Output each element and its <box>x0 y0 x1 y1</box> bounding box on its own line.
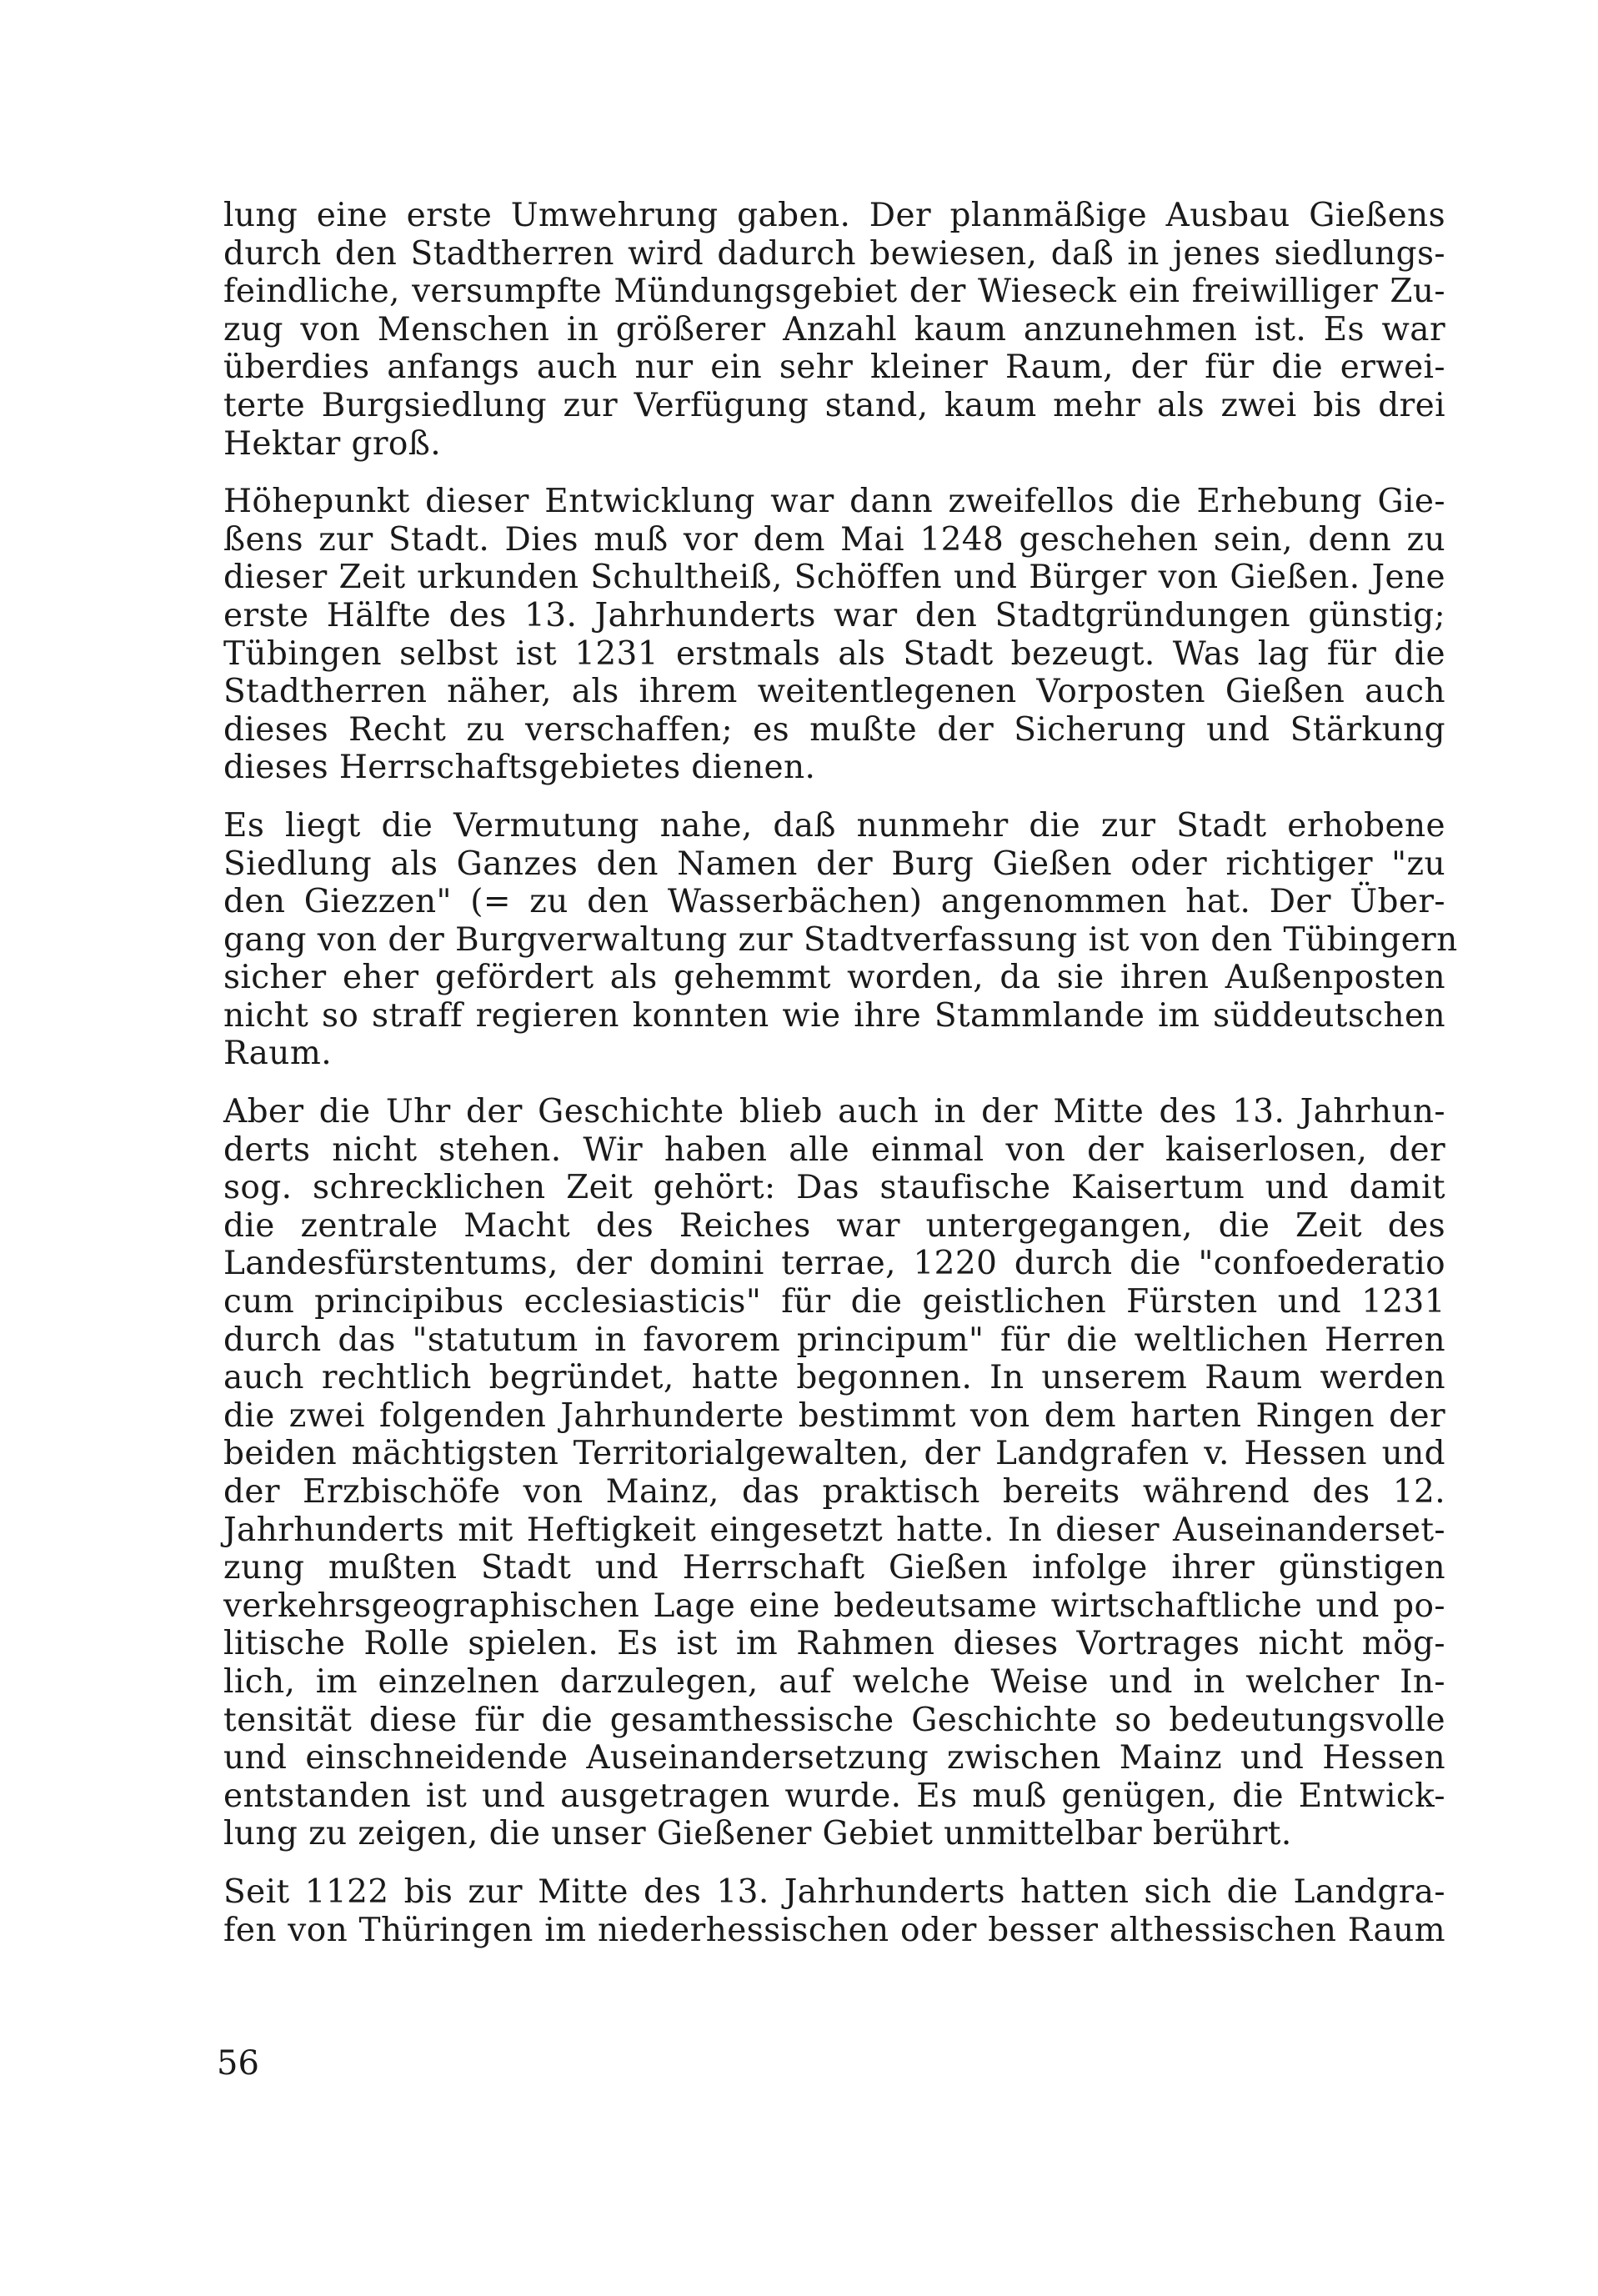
text-line: derts nicht stehen. Wir haben alle einmal von der kaiserlosen, der <box>223 1130 1445 1169</box>
text-line: Seit 1122 bis zur Mitte des 13. Jahrhunderts hatten sich die Landgra- <box>223 1872 1445 1911</box>
text-line: ßens zur Stadt. Dies muß vor dem Mai 1248 geschehen sein, denn zu <box>223 520 1445 559</box>
text-line: den Giezzen" (= zu den Wasserbächen) angenommen hat. Der Über- <box>223 883 1445 921</box>
text-line: Jahrhunderts mit Heftigkeit eingesetzt hatte. In dieser Auseinanderset- <box>223 1511 1445 1549</box>
text-line: erste Hälfte des 13. Jahrhunderts war den Stadtgründungen günstig; <box>223 596 1445 634</box>
text-line: Es liegt die Vermutung nahe, daß nunmehr die zur Stadt erhobene <box>223 806 1445 845</box>
text-line: feindliche, versumpfte Mündungsgebiet der Wieseck ein freiwilliger Zu- <box>223 273 1445 311</box>
text-line: cum principibus ecclesiasticis" für die geistlichen Fürsten und 1231 <box>223 1283 1445 1321</box>
text-line: der Erzbischöfe von Mainz, das praktisch bereits während des 12. <box>223 1473 1445 1511</box>
text-line: zug von Menschen in größerer Anzahl kaum anzunehmen ist. Es war <box>223 310 1445 348</box>
text-line: Stadtherren näher, als ihrem weitentlegenen Vorposten Gießen auch <box>223 673 1445 711</box>
text-line: gang von der Burgverwaltung zur Stadtverfassung ist von den Tübingern <box>223 920 1458 959</box>
text-line: terte Burgsiedlung zur Verfügung stand, kaum mehr als zwei bis drei <box>223 386 1445 424</box>
text-line: durch das "statutum in favorem principum" für die weltlichen Herren <box>223 1321 1445 1359</box>
paragraph <box>223 1093 1445 1853</box>
body-text <box>223 197 1458 1969</box>
text-line: und einschneidende Auseinandersetzung zwischen Mainz und Hessen <box>223 1739 1445 1777</box>
text-line: Siedlung als Ganzes den Namen der Burg Gießen oder richtiger "zu <box>223 845 1445 883</box>
text-line: dieses Herrschaftsgebietes dienen. <box>223 749 816 787</box>
text-line: nicht so straff regieren konnten wie ihre Stammlande im süddeutschen <box>223 996 1445 1035</box>
text-line: Tübingen selbst ist 1231 erstmals als Stadt bezeugt. Was lag für die <box>223 634 1445 673</box>
paragraph <box>223 1873 1445 1949</box>
text-line: die zentrale Macht des Reiches war untergegangen, die Zeit des <box>223 1206 1445 1245</box>
text-line: dieser Zeit urkunden Schultheiß, Schöffen und Bürger von Gießen. Jene <box>223 559 1445 597</box>
text-line: beiden mächtigsten Territorialgewalten, der Landgrafen v. Hessen und <box>223 1435 1445 1473</box>
paragraph <box>223 806 1458 1073</box>
text-line: dieses Recht zu verschaffen; es mußte der Sicherung und Stärkung <box>223 710 1445 749</box>
text-line: auch rechtlich begründet, hatte begonnen. In unserem Raum werden <box>223 1359 1445 1397</box>
paragraph <box>223 483 1445 787</box>
text-line: Aber die Uhr der Geschichte blieb auch in der Mitte des 13. Jahrhun- <box>223 1093 1445 1131</box>
text-line: sog. schrecklichen Zeit gehört: Das staufische Kaisertum und damit <box>223 1169 1445 1207</box>
text-line: Höhepunkt dieser Entwicklung war dann zweifellos die Erhebung Gie- <box>223 483 1445 521</box>
text-line: durch den Stadtherren wird dadurch bewiesen, daß in jenes siedlungs- <box>223 234 1445 273</box>
text-line: Hektar groß. <box>223 424 442 463</box>
text-line: überdies anfangs auch nur ein sehr kleiner Raum, der für die erwei- <box>223 348 1445 387</box>
text-line: die zwei folgenden Jahrhunderte bestimmt von dem harten Ringen der <box>223 1396 1445 1435</box>
text-line: Landesfürstentums, der domini terrae, 1220 durch die "confoederatio <box>223 1245 1445 1283</box>
paragraph <box>223 197 1445 463</box>
text-line: zung mußten Stadt und Herrschaft Gießen infolge ihrer günstigen <box>223 1549 1445 1587</box>
page-number: 56 <box>217 2044 259 2083</box>
text-line: fen von Thüringen im niederhessischen oder besser althessischen Raum <box>223 1911 1445 1949</box>
text-line: lung zu zeigen, die unser Gießener Gebiet unmittelbar berührt. <box>223 1815 1292 1853</box>
text-line: litische Rolle spielen. Es ist im Rahmen dieses Vortrages nicht mög- <box>223 1625 1445 1663</box>
text-line: tensität diese für die gesamthessische Geschichte so bedeutungsvolle <box>223 1701 1445 1739</box>
text-line: sicher eher gefördert als gehemmt worden, da sie ihren Außenposten <box>223 959 1445 997</box>
text-line: verkehrsgeographischen Lage eine bedeutsame wirtschaftliche und po- <box>223 1587 1445 1625</box>
text-line: lich, im einzelnen darzulegen, auf welche Weise und in welcher In- <box>223 1662 1445 1701</box>
text-line: entstanden ist und ausgetragen wurde. Es muß genügen, die Entwick- <box>223 1777 1445 1815</box>
text-line: lung eine erste Umwehrung gaben. Der planmäßige Ausbau Gießens <box>223 197 1445 234</box>
text-line: Raum. <box>223 1035 333 1073</box>
